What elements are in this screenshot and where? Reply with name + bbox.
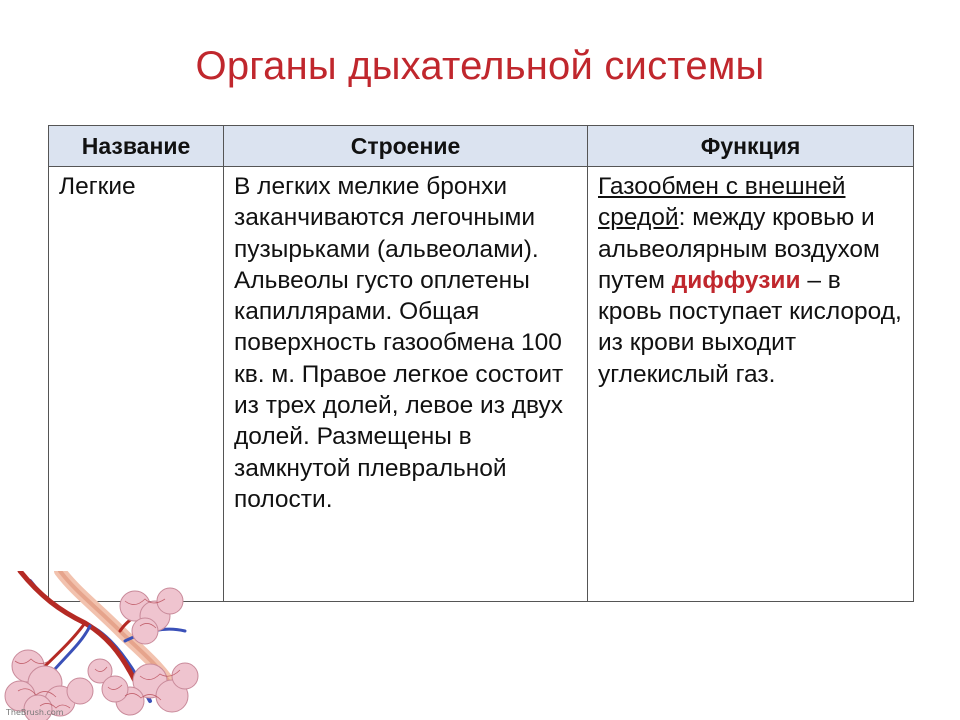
cell-organ-name: Легкие: [49, 167, 224, 602]
header-structure: Строение: [224, 126, 588, 167]
function-text-part2: – в кровь поступает кислород, из крови выходит углекислый газ.: [598, 266, 902, 388]
cell-structure: В легких мелкие бронхи заканчиваются легочными пузырьками (альвеолами). Альвеолы густо оплетены капиллярами. Общая поверхность газообмена 100 кв. м. Правое легкое состоит из трех долей, левое из двух долей. Размещены в замкнутой плевральной полости.: [224, 167, 588, 602]
table-header-row: [49, 126, 914, 167]
illustration-credit: TheBrush.com: [6, 708, 64, 717]
function-text-part1: : между кровью и альвеолярным воздухом путем: [598, 204, 880, 294]
alveoli-illustration: [0, 571, 225, 720]
function-highlight-text: диффузии: [671, 266, 801, 294]
function-underlined-text: Газообмен с внешней средой: [598, 173, 846, 232]
header-function: Функция: [588, 126, 914, 167]
organs-table: [48, 125, 914, 602]
header-name: Название: [49, 126, 224, 167]
cell-function: [588, 167, 914, 602]
table-row: [49, 167, 914, 602]
slide-title: Органы дыхательной системы: [195, 44, 765, 88]
